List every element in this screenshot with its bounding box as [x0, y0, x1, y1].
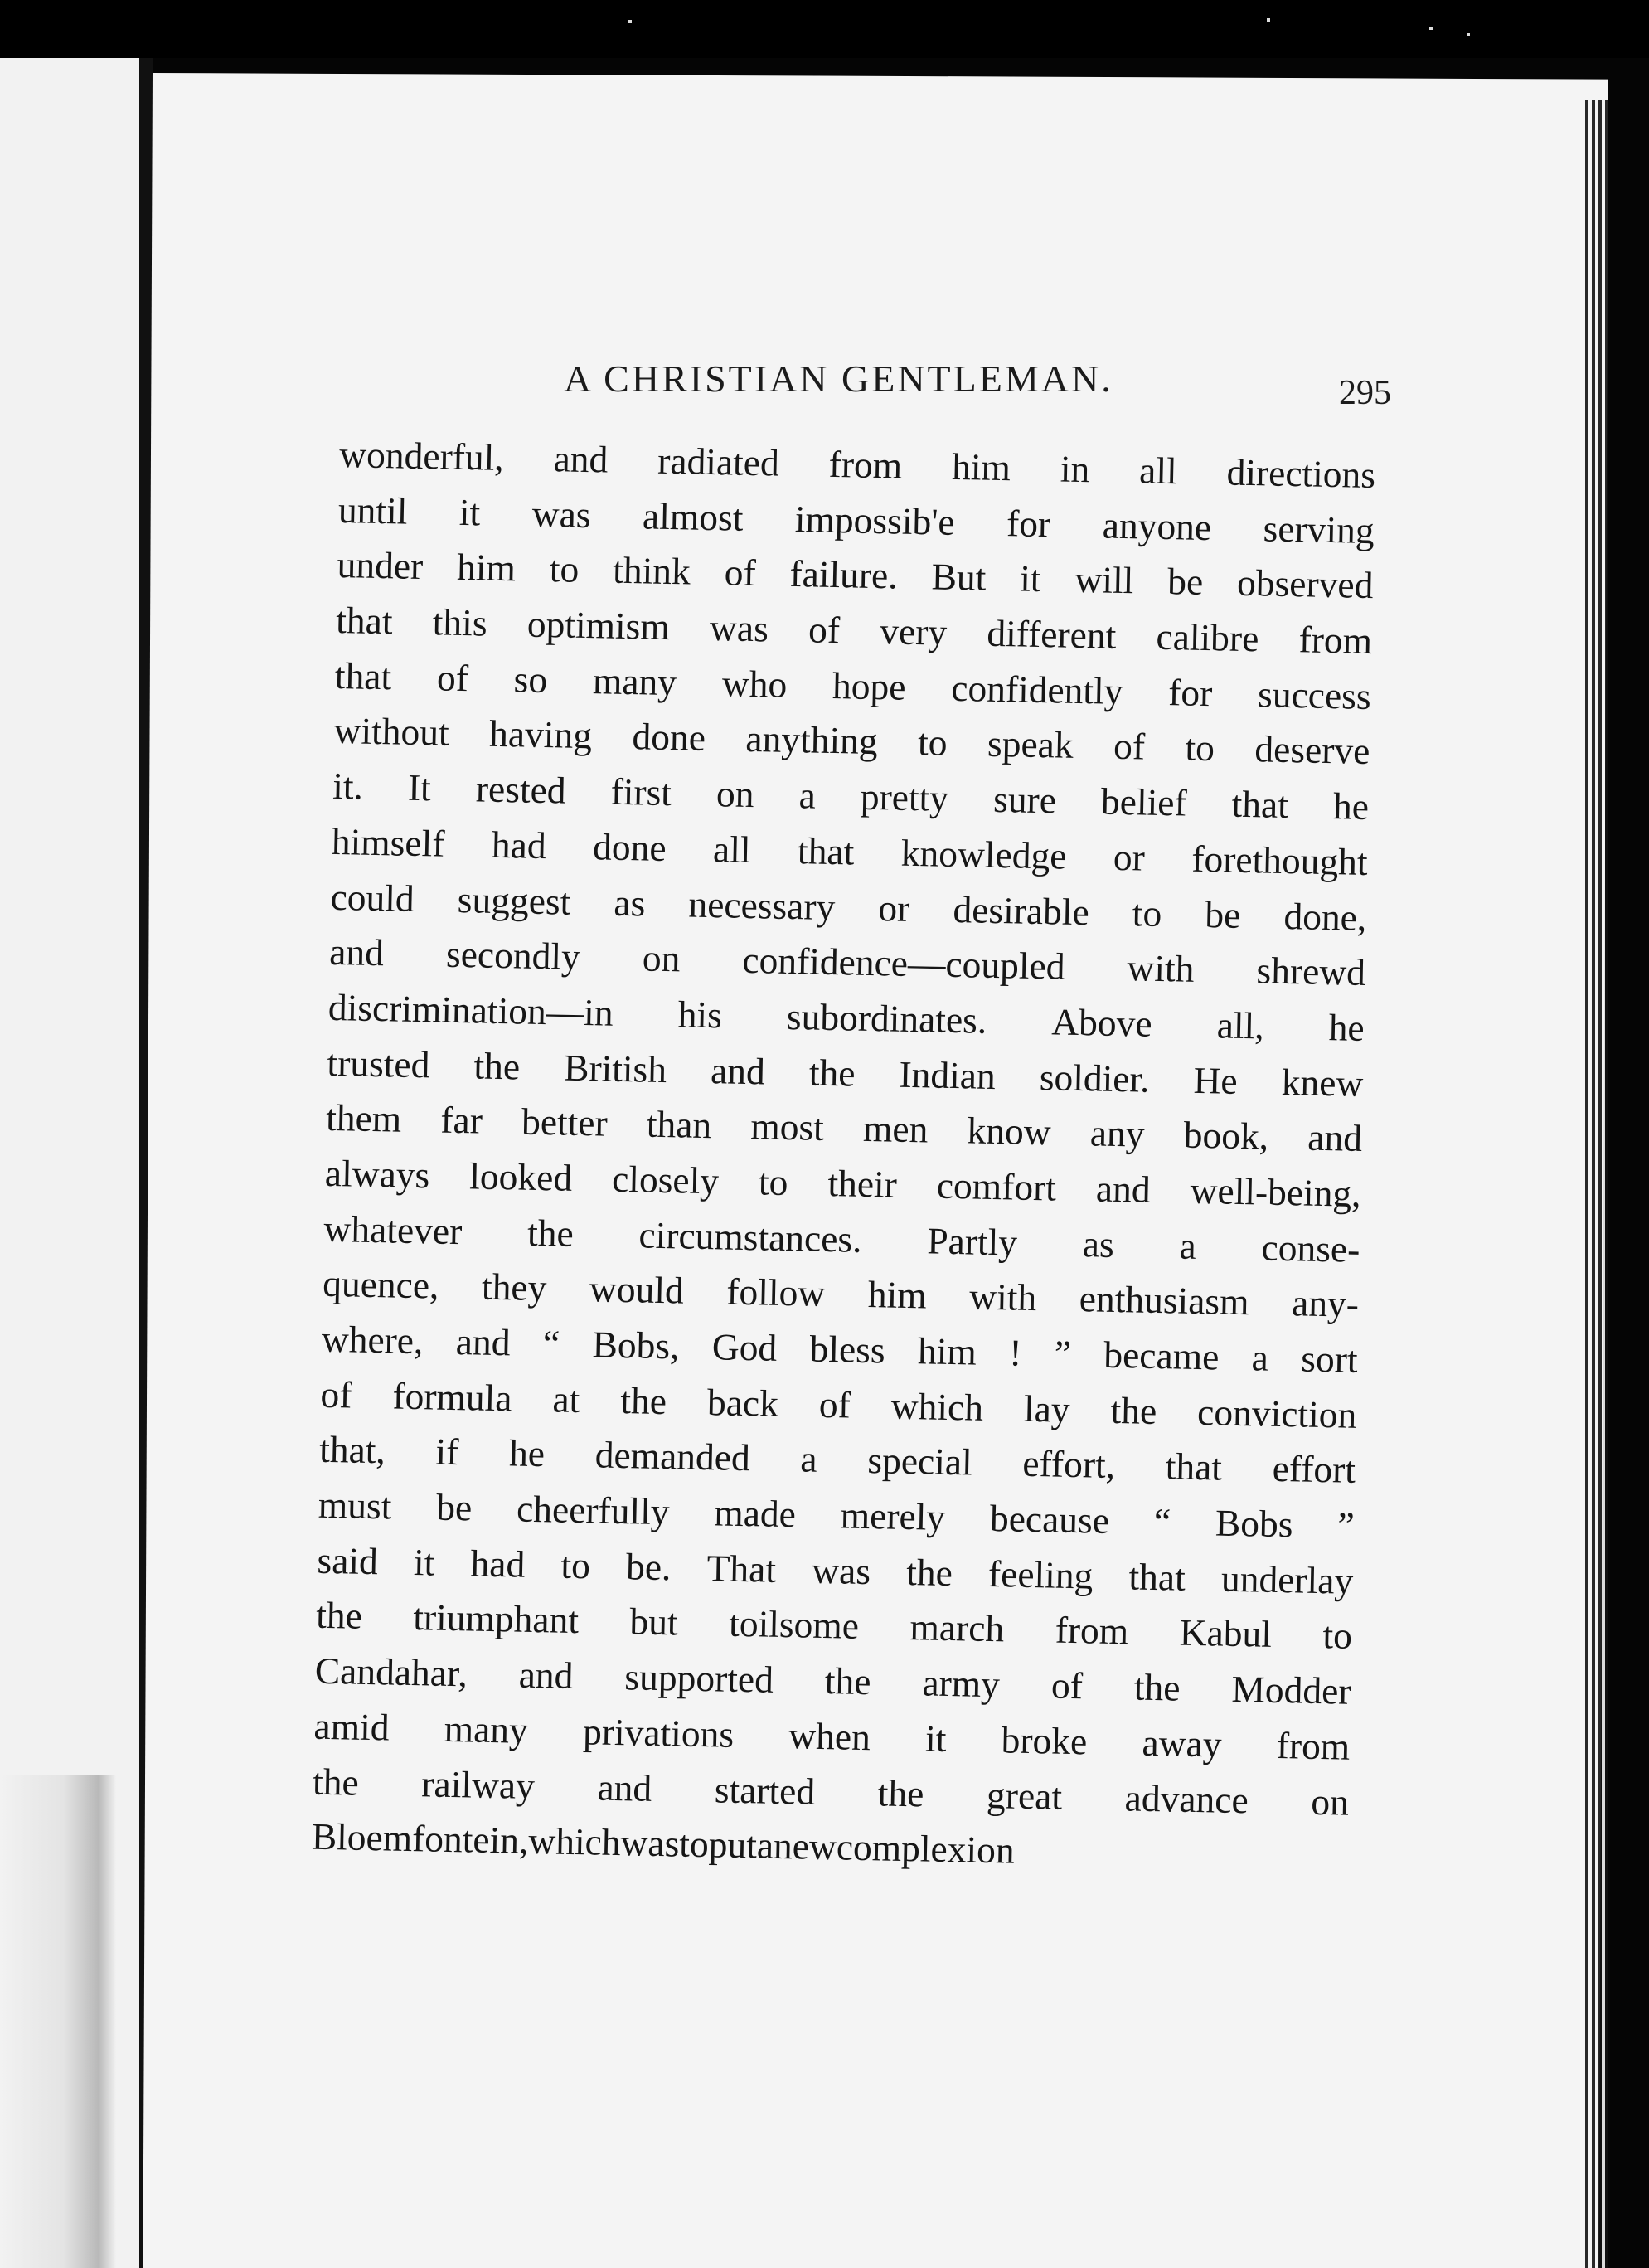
- text-word: comfort: [936, 1163, 1057, 1209]
- text-word: away: [1142, 1721, 1223, 1765]
- text-word: became: [1103, 1333, 1220, 1378]
- text-word: and: [518, 1653, 574, 1697]
- text-word: broke: [1001, 1718, 1088, 1763]
- scan-speck: [628, 20, 632, 23]
- text-word: impossib'e: [794, 497, 956, 543]
- text-word: or: [877, 886, 910, 930]
- text-word: all: [1138, 449, 1178, 493]
- text-word: quence,: [322, 1262, 439, 1307]
- text-word: toilsome: [728, 1602, 860, 1648]
- text-word: to: [1322, 1614, 1353, 1658]
- text-word: be: [1204, 892, 1241, 936]
- text-word: without: [333, 709, 450, 755]
- text-word: very: [879, 609, 948, 653]
- text-word: from: [1298, 618, 1373, 663]
- text-word: of: [724, 551, 757, 595]
- text-word: of: [818, 1382, 851, 1426]
- page-gutter-shadow: [0, 1775, 116, 2268]
- text-word: done,: [1283, 894, 1367, 939]
- text-word: far: [439, 1098, 483, 1142]
- text-word: that: [797, 829, 855, 873]
- text-word: of: [1050, 1663, 1084, 1707]
- text-word: the: [1110, 1388, 1157, 1432]
- text-word: done: [592, 825, 667, 869]
- text-word: which: [527, 1819, 622, 1864]
- text-word: conse-: [1261, 1226, 1360, 1270]
- body-text: [310, 427, 1376, 1940]
- text-word: the: [824, 1659, 872, 1703]
- text-word: pretty: [860, 775, 949, 819]
- text-word: be: [1166, 560, 1204, 604]
- page-header: [564, 357, 1393, 423]
- text-word: well-being,: [1190, 1168, 1362, 1215]
- text-word: was: [531, 492, 592, 536]
- text-word: calibre: [1156, 614, 1259, 660]
- text-word: with: [968, 1275, 1037, 1319]
- text-word: a: [1179, 1224, 1197, 1267]
- text-word: had: [470, 1542, 526, 1586]
- text-word: conviction: [1196, 1390, 1357, 1436]
- text-word: Bobs,: [592, 1323, 680, 1367]
- text-word: men: [862, 1107, 929, 1151]
- text-word: that: [1165, 1445, 1223, 1489]
- text-word: and: [553, 437, 609, 481]
- text-word: He: [1193, 1058, 1239, 1102]
- text-word: merely: [840, 1493, 946, 1538]
- text-word: under: [337, 543, 424, 588]
- text-word: and: [710, 1048, 766, 1093]
- text-word: done: [631, 715, 706, 760]
- text-word: a: [1251, 1336, 1269, 1379]
- text-word: wonderful,: [338, 432, 505, 478]
- text-word: their: [827, 1161, 898, 1206]
- text-word: suggest: [457, 877, 571, 923]
- text-word: It: [407, 765, 432, 809]
- text-word: and: [1095, 1167, 1152, 1211]
- text-word: and: [1307, 1115, 1363, 1160]
- text-word: belief: [1100, 779, 1188, 824]
- text-word: a: [798, 774, 817, 817]
- text-word: soldier.: [1039, 1055, 1151, 1100]
- text-word: “: [542, 1322, 560, 1365]
- text-word: which: [890, 1384, 984, 1429]
- text-word: of: [1113, 725, 1146, 768]
- text-word: when: [788, 1714, 871, 1758]
- text-word: put: [708, 1823, 758, 1867]
- text-word: with: [1127, 946, 1196, 990]
- text-word: so: [513, 658, 548, 701]
- text-word: for: [1006, 501, 1051, 545]
- text-word: speak: [987, 722, 1074, 767]
- text-word: could: [330, 875, 415, 920]
- text-word: made: [713, 1491, 797, 1536]
- text-word: British: [563, 1046, 667, 1090]
- text-word: great: [986, 1773, 1063, 1818]
- text-word: he: [508, 1431, 546, 1475]
- scan-speck: [1429, 27, 1433, 30]
- text-word: back: [706, 1380, 779, 1425]
- text-word: but: [629, 1600, 679, 1644]
- right-page-edge: [1585, 100, 1608, 2268]
- text-word: having: [488, 712, 593, 757]
- text-word: complexion: [836, 1825, 1016, 1872]
- text-word: formula: [392, 1374, 513, 1420]
- text-word: would: [589, 1267, 685, 1312]
- text-word: that: [1231, 782, 1289, 827]
- text-word: Candahar,: [314, 1649, 468, 1695]
- text-word: many: [592, 658, 677, 703]
- text-word: !: [1008, 1331, 1022, 1374]
- text-word: of: [808, 608, 841, 652]
- text-word: will: [1074, 558, 1134, 602]
- text-word: or: [1113, 835, 1146, 879]
- text-word: Kabul: [1179, 1611, 1273, 1656]
- text-word: supported: [623, 1655, 774, 1701]
- text-word: to: [758, 1160, 788, 1203]
- text-word: because: [989, 1497, 1110, 1542]
- text-word: always: [324, 1151, 430, 1197]
- text-word: optimism: [526, 602, 671, 648]
- text-word: on: [1310, 1780, 1350, 1824]
- text-word: his: [677, 993, 723, 1037]
- text-word: said: [317, 1538, 379, 1582]
- text-word: the: [473, 1043, 521, 1088]
- text-word: whatever: [323, 1207, 463, 1252]
- text-word: any: [1089, 1111, 1146, 1155]
- text-word: lay: [1023, 1387, 1071, 1430]
- text-word: God: [711, 1325, 778, 1369]
- text-word: him: [951, 444, 1011, 489]
- text-word: from: [1276, 1723, 1351, 1768]
- text-word: the: [619, 1378, 667, 1422]
- text-word: knowledge: [900, 831, 1067, 877]
- text-word: closely: [611, 1157, 720, 1202]
- text-word: it: [924, 1717, 947, 1760]
- text-word: all: [712, 827, 752, 871]
- text-word: the: [877, 1770, 924, 1814]
- text-word: Above: [1050, 1000, 1153, 1045]
- text-word: on: [715, 772, 755, 816]
- text-word: anyone: [1102, 503, 1212, 548]
- text-word: for: [1167, 670, 1213, 714]
- text-word: it: [413, 1540, 435, 1584]
- text-word: new: [773, 1824, 837, 1868]
- text-word: ”: [1054, 1332, 1072, 1375]
- text-word: he: [1328, 1005, 1365, 1049]
- text-word: them: [325, 1096, 402, 1140]
- text-word: railway: [420, 1761, 536, 1807]
- text-word: bless: [809, 1327, 886, 1372]
- text-word: triumphant: [412, 1595, 580, 1642]
- text-word: Partly: [926, 1219, 1018, 1264]
- text-word: all,: [1216, 1003, 1265, 1047]
- text-word: different: [986, 611, 1117, 657]
- top-dark-border: [0, 0, 1649, 58]
- text-word: the: [312, 1760, 360, 1804]
- text-word: must: [318, 1483, 392, 1527]
- text-word: failure.: [789, 552, 899, 597]
- text-word: until: [337, 488, 408, 532]
- text-word: to: [560, 1543, 591, 1587]
- text-word: hope: [832, 663, 907, 708]
- text-word: better: [521, 1100, 609, 1144]
- text-word: was: [620, 1821, 680, 1865]
- text-word: him: [867, 1273, 928, 1317]
- text-word: think: [612, 549, 691, 593]
- text-word: advance: [1124, 1775, 1249, 1821]
- text-word: forethought: [1191, 837, 1369, 883]
- text-word: the: [315, 1594, 363, 1638]
- text-word: a: [799, 1437, 818, 1481]
- text-word: many: [444, 1707, 529, 1751]
- text-word: most: [749, 1105, 825, 1149]
- text-word: knew: [1281, 1060, 1364, 1105]
- text-word: and: [597, 1765, 652, 1809]
- text-word: effort,: [1021, 1442, 1116, 1487]
- text-word: the: [526, 1211, 575, 1255]
- text-word: of: [320, 1372, 353, 1416]
- text-word: he: [1332, 784, 1370, 828]
- text-word: where,: [321, 1317, 424, 1362]
- text-word: on: [642, 936, 681, 980]
- text-word: Modder: [1231, 1668, 1352, 1712]
- text-word: him: [456, 546, 517, 590]
- text-word: as: [1082, 1221, 1115, 1265]
- text-word: enthusiasm: [1079, 1277, 1250, 1323]
- text-word: him: [917, 1329, 977, 1373]
- text-word: to: [678, 1822, 710, 1866]
- text-word: subordinates.: [786, 994, 987, 1042]
- text-word: himself: [331, 819, 445, 865]
- text-word: effort: [1272, 1447, 1356, 1492]
- text-word: anything: [744, 717, 879, 763]
- text-word: the: [808, 1051, 856, 1095]
- text-word: confidently: [950, 666, 1124, 712]
- text-word: sort: [1300, 1337, 1359, 1381]
- text-word: they: [481, 1265, 547, 1309]
- text-word: follow: [725, 1270, 826, 1315]
- text-word: be.: [625, 1544, 672, 1589]
- text-word: to: [1132, 891, 1162, 935]
- text-word: deserve: [1254, 727, 1370, 773]
- text-word: sure: [992, 778, 1057, 822]
- text-word: from: [828, 442, 903, 487]
- text-word: it: [1019, 556, 1042, 600]
- text-word: of: [436, 656, 469, 699]
- text-word: it: [458, 490, 481, 534]
- text-word: it.: [332, 765, 364, 808]
- text-word: that,: [318, 1428, 386, 1472]
- text-word: desirable: [953, 887, 1090, 933]
- text-word: from: [1055, 1609, 1129, 1653]
- text-word: underlay: [1220, 1557, 1354, 1602]
- text-word: if: [435, 1430, 459, 1474]
- text-word: had: [491, 823, 547, 867]
- text-word: Bloemfontein,: [311, 1814, 529, 1862]
- text-word: the: [1133, 1665, 1181, 1709]
- text-word: know: [967, 1109, 1052, 1153]
- text-word: that: [1128, 1555, 1186, 1599]
- page-number: 295: [1339, 374, 1391, 412]
- text-word: Indian: [899, 1052, 997, 1097]
- text-word: as: [613, 881, 646, 925]
- text-word: demanded: [594, 1433, 751, 1479]
- text-word: shrewd: [1256, 949, 1366, 994]
- text-word: directions: [1226, 450, 1376, 497]
- text-word: to: [549, 547, 580, 591]
- text-word: was: [811, 1548, 871, 1592]
- text-word: special: [866, 1439, 973, 1484]
- text-word: cheerfully: [516, 1487, 671, 1533]
- text-word: to: [1185, 726, 1215, 770]
- text-word: a: [756, 1824, 774, 1867]
- text-word: started: [714, 1767, 816, 1813]
- text-word: Bobs: [1215, 1501, 1294, 1546]
- scan-speck: [1467, 33, 1470, 36]
- text-word: any-: [1291, 1281, 1360, 1326]
- text-word: trusted: [327, 1041, 430, 1085]
- text-word: that: [335, 599, 394, 643]
- text-word: and: [455, 1320, 512, 1364]
- text-word: observed: [1236, 561, 1374, 607]
- text-word: serving: [1263, 507, 1375, 551]
- scan-speck: [1267, 18, 1270, 22]
- text-word: feeling: [987, 1552, 1094, 1597]
- text-word: confidence—coupled: [741, 939, 1066, 988]
- text-word: But: [931, 555, 987, 600]
- text-word: almost: [642, 494, 744, 539]
- text-word: and: [328, 930, 385, 974]
- text-word: be: [435, 1485, 473, 1529]
- text-word: success: [1257, 673, 1372, 717]
- text-word: the: [905, 1550, 953, 1594]
- text-word: rested: [475, 767, 567, 812]
- text-word: radiated: [657, 439, 780, 484]
- text-word: who: [721, 662, 788, 706]
- text-word: looked: [468, 1154, 573, 1199]
- text-word: in: [1060, 447, 1090, 491]
- text-word: that: [334, 653, 392, 698]
- text-word: privations: [582, 1710, 735, 1756]
- text-word: first: [610, 770, 672, 814]
- running-head: A CHRISTIAN GENTLEMAN.: [564, 357, 1113, 400]
- text-word: at: [552, 1377, 580, 1421]
- text-word: army: [922, 1661, 1001, 1706]
- text-word: circumstances.: [638, 1213, 863, 1260]
- text-word: secondly: [445, 932, 581, 979]
- text-word: to: [917, 721, 948, 765]
- text-word: book,: [1183, 1113, 1269, 1158]
- text-word: march: [909, 1605, 1005, 1650]
- text-word: necessary: [688, 882, 836, 928]
- text-word: this: [432, 600, 488, 644]
- text-word: was: [709, 606, 769, 650]
- text-word: That: [706, 1546, 777, 1591]
- text-word: “: [1153, 1500, 1171, 1543]
- text-word: than: [646, 1102, 712, 1147]
- text-word: ”: [1336, 1503, 1356, 1547]
- text-word: discrimination—in: [327, 985, 614, 1034]
- text-word: amid: [313, 1704, 390, 1749]
